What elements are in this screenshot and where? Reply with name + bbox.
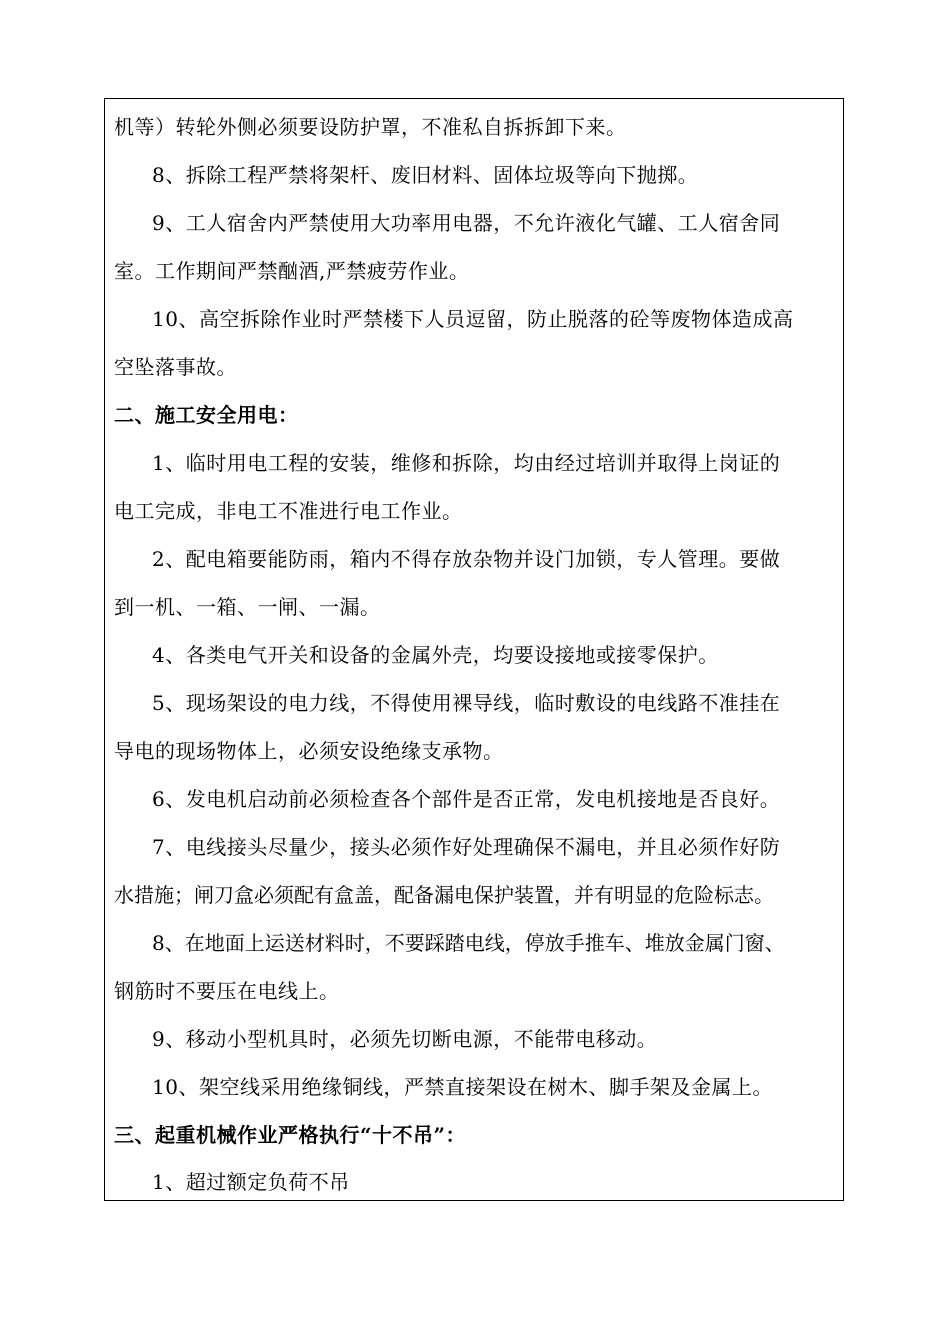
paragraph-line: 水措施；闸刀盒必须配有盒盖，配备漏电保护装置，并有明显的危险标志。: [114, 883, 774, 907]
section-heading: 二、施工安全用电：: [114, 403, 299, 427]
paragraph-line: 电工完成，非电工不准进行电工作业。: [114, 499, 463, 523]
paragraph-line: 5、现场架设的电力线，不得使用裸导线，临时敷设的电线路不准挂在: [152, 691, 781, 715]
paragraph-line: 9、工人宿舍内严禁使用大功率用电器，不允许液化气罐、工人宿舍同: [152, 211, 781, 235]
paragraph-line: 8、在地面上运送材料时，不要踩踏电线，停放手推车、堆放金属门窗、: [152, 931, 785, 955]
paragraph-line: 4、各类电气开关和设备的金属外壳，均要设接地或接零保护。: [152, 643, 719, 667]
paragraph-line: 到一机、一箱、一闸、一漏。: [114, 595, 381, 619]
paragraph-line: 6、发电机启动前必须检查各个部件是否正常，发电机接地是否良好。: [152, 787, 781, 811]
paragraph-line: 7、电线接头尽量少，接头必须作好处理确保不漏电，并且必须作好防: [152, 835, 781, 859]
paragraph-line: 9、移动小型机具时，必须先切断电源，不能带电移动。: [152, 1027, 658, 1051]
paragraph-line: 空坠落事故。: [114, 355, 237, 379]
paragraph-line: 2、配电箱要能防雨，箱内不得存放杂物并设门加锁，专人管理。要做: [152, 547, 781, 571]
paragraph-line: 8、拆除工程严禁将架杆、废旧材料、固体垃圾等向下抛掷。: [152, 163, 699, 187]
paragraph-line: 钢筋时不要压在电线上。: [114, 979, 340, 1003]
paragraph-line: 机等）转轮外侧必须要设防护罩，不准私自拆拆卸下来。: [114, 115, 627, 139]
paragraph-line: 10、高空拆除作业时严禁楼下人员逗留，防止脱落的砼等废物体造成高: [152, 307, 794, 331]
paragraph-line: 1、超过额定负荷不吊: [152, 1170, 350, 1194]
paragraph-line: 导电的现场物体上，必须安设绝缘支承物。: [114, 739, 504, 763]
section-heading: 三、起重机械作业严格执行“十不吊”：: [114, 1123, 467, 1147]
paragraph-line: 室。工作期间严禁酗酒,严禁疲劳作业。: [114, 259, 470, 283]
paragraph-line: 1、临时用电工程的安装，维修和拆除，均由经过培训并取得上岗证的: [152, 451, 781, 475]
paragraph-line: 10、架空线采用绝缘铜线，严禁直接架设在树木、脚手架及金属上。: [152, 1075, 773, 1099]
